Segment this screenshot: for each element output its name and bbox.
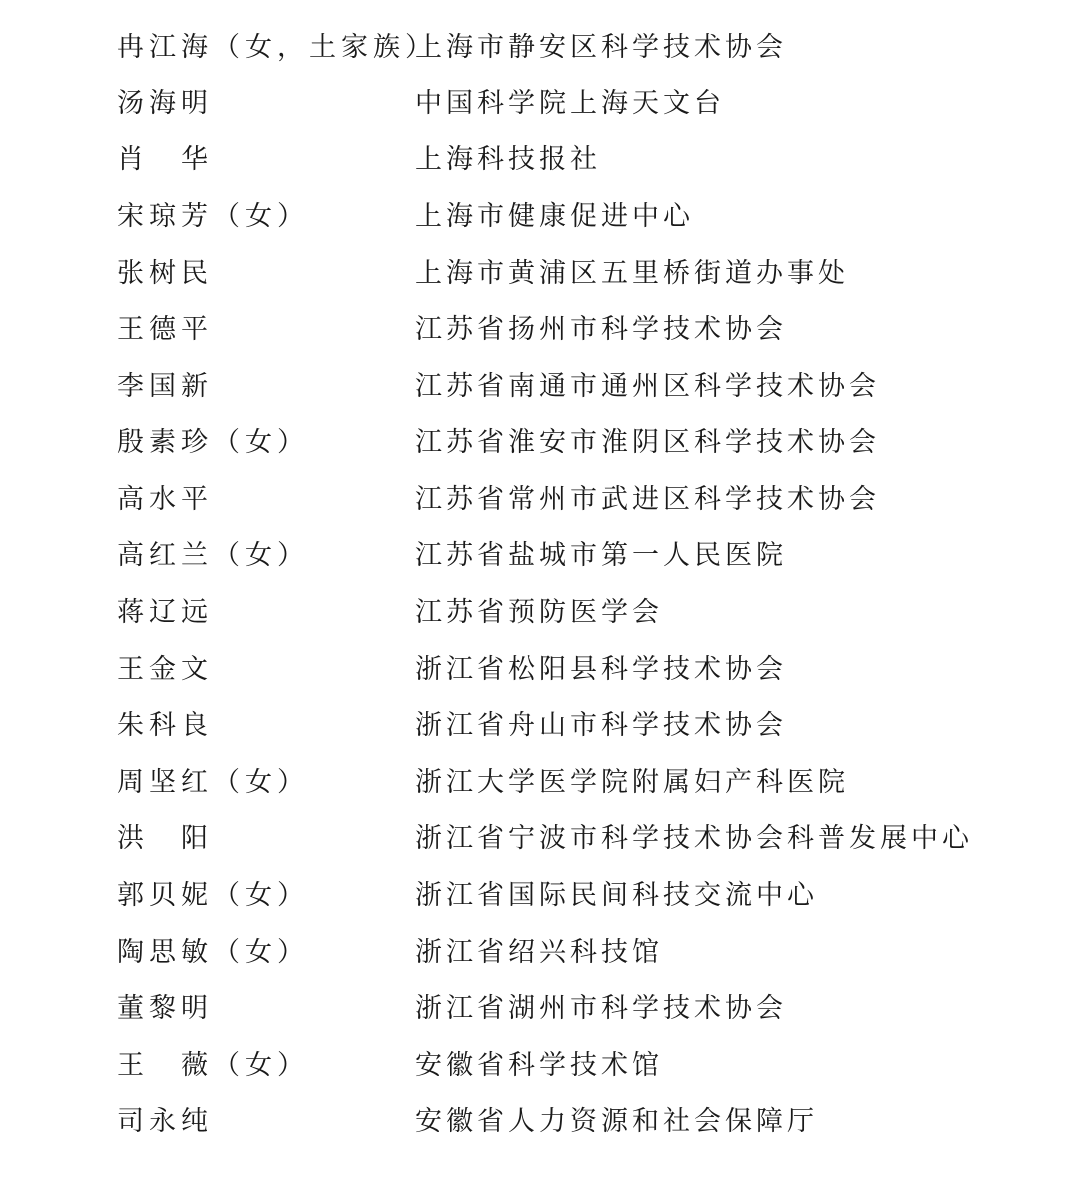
- list-item: [0, 981, 1080, 1037]
- organization: 江苏省淮安市淮阴区科学技术协会: [415, 427, 880, 458]
- person-name: 蒋辽远: [117, 597, 213, 628]
- list-item: [0, 76, 1080, 132]
- person-name: 冉江海（女，土家族）: [117, 32, 437, 63]
- list-item: [0, 528, 1080, 584]
- person-name: 陶思敏（女）: [117, 937, 309, 968]
- list-item: [0, 868, 1080, 924]
- list-item: [0, 925, 1080, 981]
- person-name: 朱科良: [117, 710, 213, 741]
- person-name: 李国新: [117, 371, 213, 402]
- list-item: [0, 642, 1080, 698]
- person-name: 司永纯: [117, 1106, 213, 1137]
- list-item: [0, 359, 1080, 415]
- person-name: 肖 华: [117, 144, 213, 175]
- organization: 上海科技报社: [415, 144, 601, 175]
- person-name: 高红兰（女）: [117, 540, 309, 571]
- organization: 江苏省常州市武进区科学技术协会: [415, 484, 880, 515]
- organization: 江苏省预防医学会: [415, 597, 663, 628]
- person-name: 王 薇（女）: [117, 1050, 309, 1081]
- person-name: 周坚红（女）: [117, 767, 309, 798]
- organization: 安徽省科学技术馆: [415, 1050, 663, 1081]
- organization: 浙江省舟山市科学技术协会: [415, 710, 787, 741]
- person-name: 王德平: [117, 314, 213, 345]
- organization: 上海市静安区科学技术协会: [415, 32, 787, 63]
- person-name: 汤海明: [117, 88, 213, 119]
- organization: 上海市黄浦区五里桥街道办事处: [415, 258, 849, 289]
- organization: 江苏省扬州市科学技术协会: [415, 314, 787, 345]
- person-name: 洪 阳: [117, 823, 213, 854]
- list-item: [0, 811, 1080, 867]
- list-item: [0, 698, 1080, 754]
- list-item: [0, 1038, 1080, 1094]
- organization: 浙江省松阳县科学技术协会: [415, 654, 787, 685]
- list-item: [0, 415, 1080, 471]
- person-name: 张树民: [117, 258, 213, 289]
- organization: 浙江省绍兴科技馆: [415, 937, 663, 968]
- list-item: [0, 755, 1080, 811]
- organization: 浙江大学医学院附属妇产科医院: [415, 767, 849, 798]
- person-name: 董黎明: [117, 993, 213, 1024]
- organization: 浙江省国际民间科技交流中心: [415, 880, 818, 911]
- person-name: 高水平: [117, 484, 213, 515]
- organization: 上海市健康促进中心: [415, 201, 694, 232]
- organization: 江苏省盐城市第一人民医院: [415, 540, 787, 571]
- list-item: [0, 472, 1080, 528]
- list-item: [0, 132, 1080, 188]
- list-item: [0, 246, 1080, 302]
- list-item: [0, 585, 1080, 641]
- organization: 浙江省宁波市科学技术协会科普发展中心: [415, 823, 973, 854]
- person-name: 殷素珍（女）: [117, 427, 309, 458]
- organization: 江苏省南通市通州区科学技术协会: [415, 371, 880, 402]
- list-item: [0, 302, 1080, 358]
- organization: 安徽省人力资源和社会保障厅: [415, 1106, 818, 1137]
- organization: 中国科学院上海天文台: [415, 88, 725, 119]
- person-name: 宋琼芳（女）: [117, 201, 309, 232]
- person-name: 郭贝妮（女）: [117, 880, 309, 911]
- list-item: [0, 20, 1080, 76]
- list-item: [0, 189, 1080, 245]
- organization: 浙江省湖州市科学技术协会: [415, 993, 787, 1024]
- person-name: 王金文: [117, 654, 213, 685]
- list-item: [0, 1094, 1080, 1150]
